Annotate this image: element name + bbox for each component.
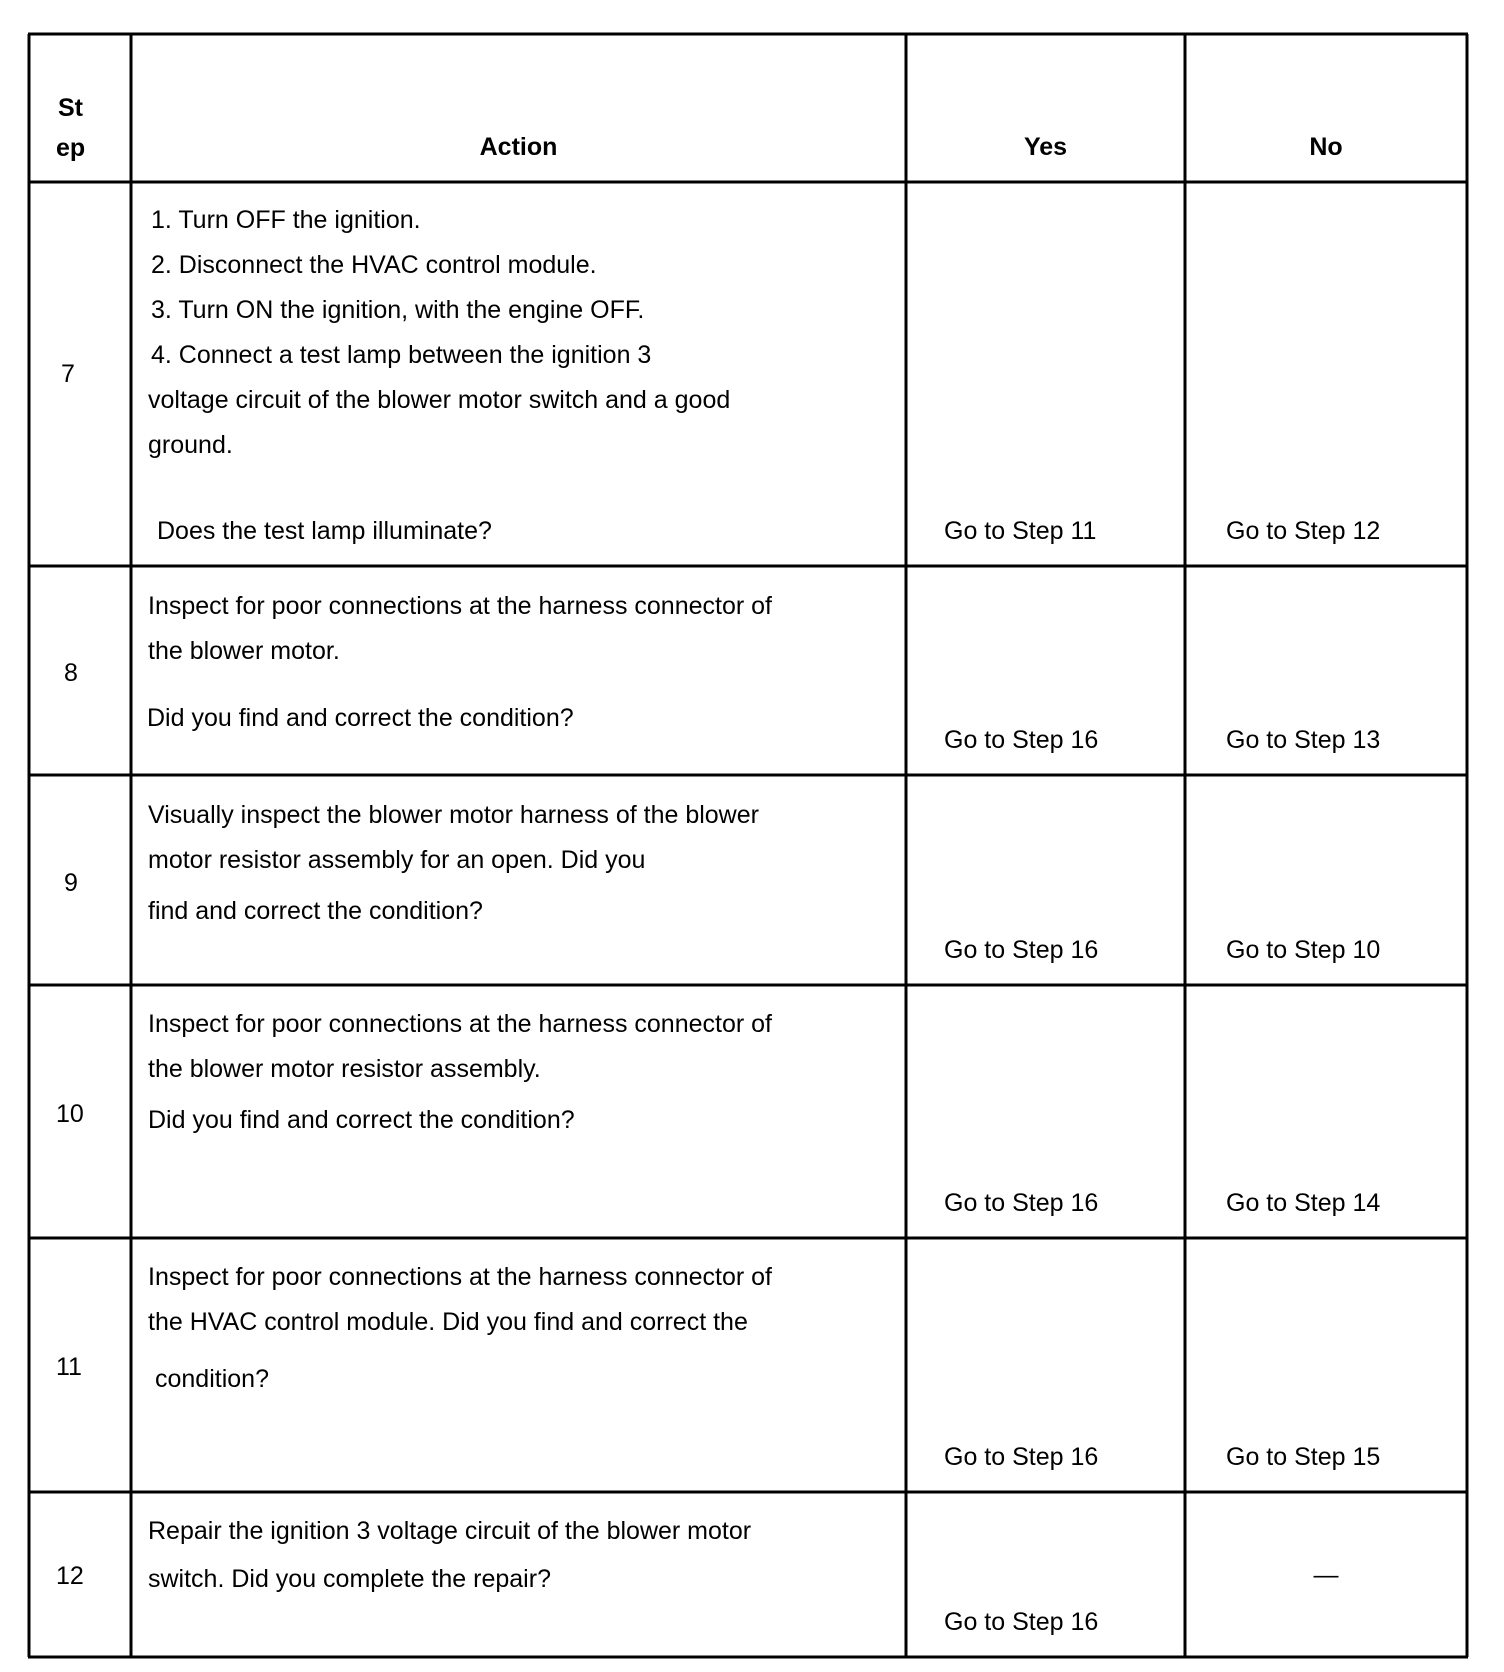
no-result: Go to Step 10	[1226, 936, 1381, 964]
action-line: condition?	[155, 1365, 269, 1393]
step-number: 7	[61, 360, 75, 388]
step-number: 12	[56, 1562, 84, 1590]
yes-result: Go to Step 11	[944, 517, 1097, 545]
header-yes: Yes	[1023, 133, 1068, 161]
step-number: 8	[64, 659, 78, 687]
yes-result: Go to Step 16	[944, 936, 1099, 964]
action-line: voltage circuit of the blower motor switch and a good	[148, 386, 731, 414]
action-question: Does the test lamp illuminate?	[157, 517, 492, 545]
step-number: 11	[56, 1353, 82, 1381]
header-action: Action	[479, 133, 558, 161]
action-line: 2. Disconnect the HVAC control module.	[151, 251, 597, 279]
no-result: Go to Step 15	[1226, 1443, 1381, 1471]
no-result: Go to Step 13	[1226, 726, 1381, 754]
action-line: 4. Connect a test lamp between the ignition 3	[151, 341, 652, 369]
step-number: 10	[56, 1100, 84, 1128]
header-step-line2: ep	[56, 134, 86, 162]
action-line: 1. Turn OFF the ignition.	[151, 206, 421, 234]
action-question: Did you find and correct the condition?	[148, 1106, 575, 1134]
action-line: 3. Turn ON the ignition, with the engine OFF.	[151, 296, 645, 324]
no-result: —	[1313, 1561, 1339, 1589]
action-line: Inspect for poor connections at the harness connector of	[148, 592, 772, 620]
action-question: find and correct the condition?	[148, 897, 483, 925]
action-line: the blower motor.	[148, 637, 340, 665]
header-no: No	[1309, 133, 1343, 161]
no-result: Go to Step 14	[1226, 1189, 1381, 1217]
action-line: Repair the ignition 3 voltage circuit of the blower motor	[148, 1517, 752, 1545]
yes-result: Go to Step 16	[944, 1443, 1099, 1471]
no-result: Go to Step 12	[1226, 517, 1381, 545]
yes-result: Go to Step 16	[944, 1189, 1099, 1217]
action-line: the HVAC control module. Did you find and correct the	[148, 1308, 748, 1336]
action-line: Inspect for poor connections at the harness connector of	[148, 1263, 772, 1291]
yes-result: Go to Step 16	[944, 726, 1099, 754]
action-line: Visually inspect the blower motor harness of the blower	[148, 801, 759, 829]
action-line: ground.	[148, 431, 233, 459]
action-question: Did you find and correct the condition?	[147, 704, 574, 732]
yes-result: Go to Step 16	[944, 1608, 1099, 1636]
action-line: switch. Did you complete the repair?	[148, 1565, 551, 1593]
header-step-line1: St	[58, 94, 83, 122]
action-line: the blower motor resistor assembly.	[148, 1055, 541, 1083]
action-line: Inspect for poor connections at the harness connector of	[148, 1010, 772, 1038]
action-line: motor resistor assembly for an open. Did you	[148, 846, 646, 874]
step-number: 9	[64, 869, 78, 897]
